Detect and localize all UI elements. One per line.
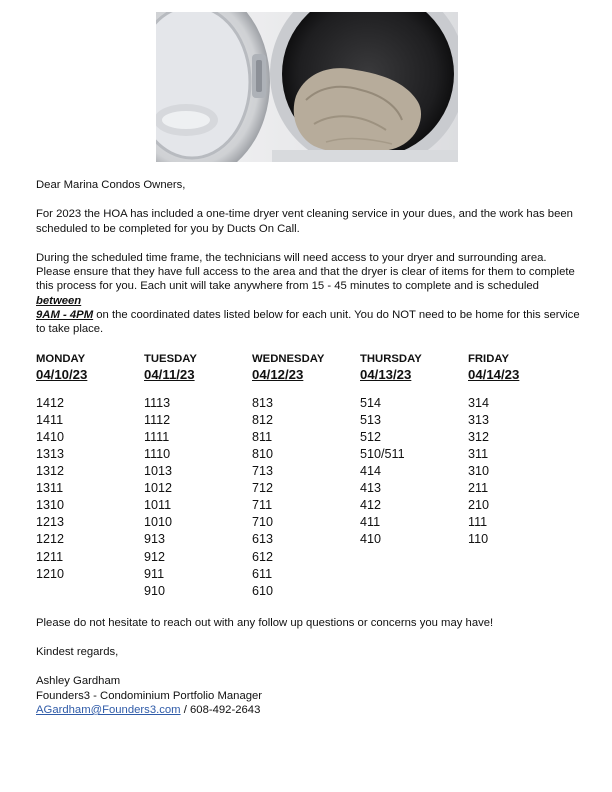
- unit-number: 912: [144, 549, 166, 564]
- unit-number: 510/511: [360, 446, 405, 461]
- date-heading: 04/14/23: [468, 366, 520, 382]
- unit-number: 110: [468, 532, 489, 547]
- unit-number: 1312: [36, 464, 65, 479]
- unit-number: 911: [144, 566, 165, 581]
- unit-number: 311: [468, 446, 489, 461]
- schedule-column: [360, 352, 468, 600]
- unit-number: 811: [252, 429, 273, 444]
- intro-paragraph: For 2023 the HOA has included a one-time dryer vent cleaning service in your dues, and the work has been scheduled to be completed for you by Ducts On Call.: [36, 208, 573, 235]
- unit-number: 712: [252, 481, 274, 496]
- day-heading: THURSDAY: [360, 352, 422, 365]
- unit-number: 1012: [144, 481, 173, 496]
- access-paragraph-lead: During the scheduled time frame, the technicians will need access to your dryer and surrounding area. Please ensure that they have full access to the area and that the dryer is clear of items for them to complete this process for you. Each unit will take anywhere from 15 - 45 minutes to complete and is scheduled: [36, 251, 575, 293]
- unit-number: 211: [468, 481, 489, 496]
- unit-number: 1211: [36, 549, 64, 564]
- signer-title: Founders3 - Condominium Portfolio Manager: [36, 689, 263, 702]
- unit-number: 111: [468, 515, 488, 530]
- unit-number: 1213: [36, 515, 65, 530]
- unit-number: 913: [144, 532, 166, 547]
- emphasis-time-window: 9AM - 4PM: [36, 309, 94, 322]
- unit-number: 514: [360, 395, 382, 410]
- unit-number: 1410: [36, 429, 65, 444]
- unit-number: 312: [468, 429, 490, 444]
- unit-number: 613: [252, 532, 274, 547]
- day-heading: TUESDAY: [144, 352, 197, 365]
- date-heading: 04/11/23: [144, 366, 195, 382]
- greeting: Dear Marina Condos Owners,: [36, 179, 186, 191]
- access-paragraph: [36, 251, 584, 337]
- unit-number: 910: [144, 583, 166, 598]
- unit-number: 412: [360, 498, 382, 513]
- day-heading: FRIDAY: [468, 352, 510, 365]
- unit-number: 414: [360, 464, 382, 479]
- unit-number: 210: [468, 498, 490, 513]
- unit-number: 1013: [144, 464, 173, 479]
- unit-number: 1210: [36, 566, 65, 581]
- unit-number: 1411: [36, 412, 64, 427]
- emphasis-between: between: [36, 294, 82, 307]
- schedule-column: [144, 352, 252, 600]
- unit-number: 410: [360, 532, 382, 547]
- schedule-column: [36, 352, 144, 600]
- unit-number: 1011: [144, 498, 172, 513]
- unit-number: 1110: [144, 446, 171, 461]
- unit-number: 1412: [36, 395, 65, 410]
- unit-number: 813: [252, 395, 274, 410]
- unit-number: 313: [468, 412, 490, 427]
- schedule-table: [36, 352, 584, 600]
- unit-number: 810: [252, 446, 274, 461]
- unit-number: 310: [468, 464, 490, 479]
- unit-number: 1311: [36, 481, 64, 496]
- letter-body: [36, 178, 584, 717]
- unit-number: 413: [360, 481, 382, 496]
- schedule-column: [468, 352, 576, 600]
- unit-number: 611: [252, 566, 273, 581]
- unit-number: 812: [252, 412, 274, 427]
- unit-number: 1010: [144, 515, 173, 530]
- unit-number: 1111: [144, 429, 170, 444]
- schedule-column: [252, 352, 360, 600]
- day-heading: MONDAY: [36, 352, 86, 365]
- unit-number: 612: [252, 549, 274, 564]
- unit-number: 513: [360, 412, 382, 427]
- unit-number: 1310: [36, 498, 65, 513]
- phone-number: / 608-492-2643: [180, 703, 261, 716]
- unit-number: 711: [252, 498, 273, 513]
- day-heading: WEDNESDAY: [252, 352, 325, 365]
- unit-number: 710: [252, 515, 274, 530]
- contact-line: [36, 703, 584, 717]
- unit-number: 314: [468, 395, 490, 410]
- closing-note: Please do not hesitate to reach out with any follow up questions or concerns you may have!: [36, 616, 494, 629]
- unit-number: 411: [360, 515, 381, 530]
- access-paragraph-tail: on the coordinated dates listed below for each unit. You do NOT need to be home for this service to take place.: [36, 309, 580, 336]
- unit-number: 713: [252, 464, 274, 479]
- email-link[interactable]: AGardham@Founders3.com: [36, 703, 181, 716]
- signer-name: Ashley Gardham: [36, 675, 121, 688]
- date-heading: 04/12/23: [252, 366, 304, 382]
- unit-number: 1313: [36, 446, 65, 461]
- regards: Kindest regards,: [36, 646, 119, 659]
- unit-number: 512: [360, 429, 382, 444]
- unit-number: 1113: [144, 395, 171, 410]
- date-heading: 04/13/23: [360, 366, 412, 382]
- dryer-photo: [156, 12, 458, 162]
- date-heading: 04/10/23: [36, 366, 88, 382]
- unit-number: 1112: [144, 412, 171, 427]
- unit-number: 1212: [36, 532, 65, 547]
- unit-number: 610: [252, 583, 274, 598]
